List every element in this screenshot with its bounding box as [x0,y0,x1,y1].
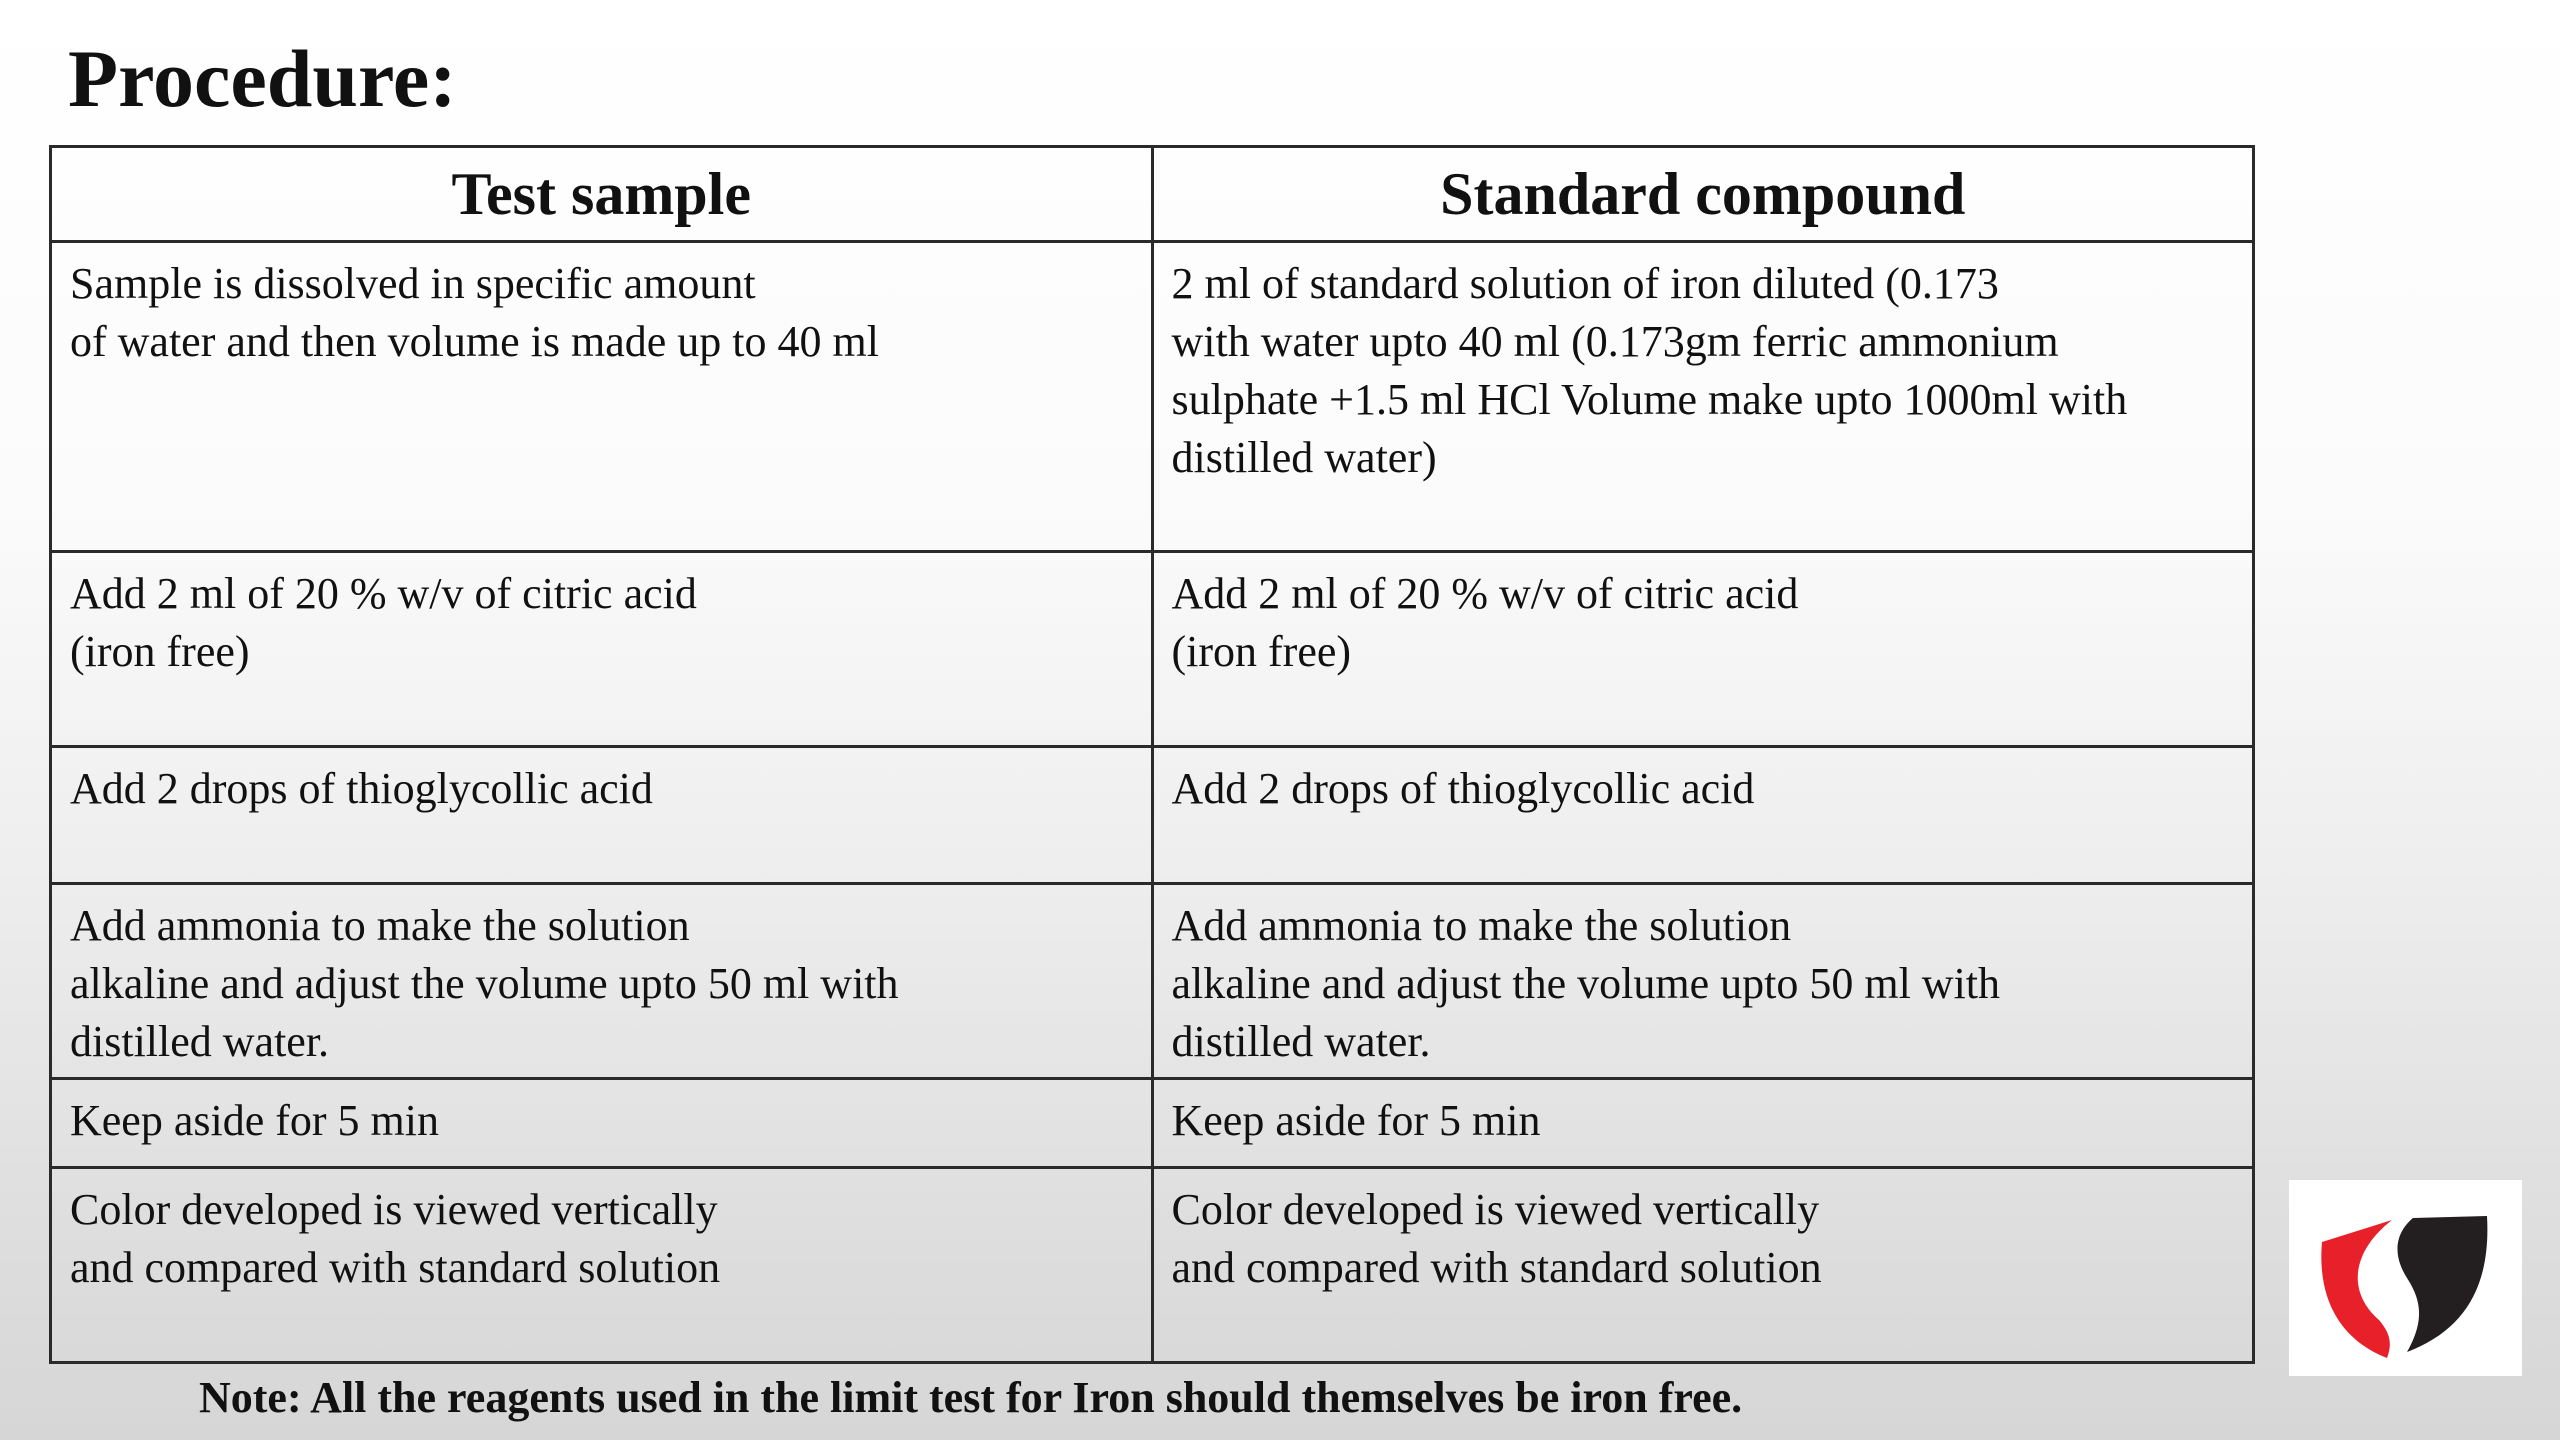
logo-red-half [2321,1220,2392,1358]
logo [2289,1180,2522,1376]
table-header-row [51,147,2254,242]
table-row [51,552,2254,747]
table-row [51,1079,2254,1168]
column-header-test-sample: Test sample [51,147,1153,242]
page-title: Procedure: [68,33,457,124]
table-row [51,1168,2254,1363]
shield-logo-icon [2289,1180,2522,1376]
test-sample-cell: Sample is dissolved in specific amount of water and then volume is made up to 40 ml [51,242,1153,552]
test-sample-cell: Add 2 drops of thioglycollic acid [51,747,1153,884]
standard-compound-cell: Add 2 ml of 20 % w/v of citric acid (iron free) [1152,552,2254,747]
test-sample-cell: Add ammonia to make the solution alkaline and adjust the volume upto 50 ml with distilled water. [51,884,1153,1079]
column-header-standard-compound: Standard compound [1152,147,2254,242]
logo-dark-half [2397,1216,2487,1352]
standard-compound-cell: Add ammonia to make the solution alkaline and adjust the volume upto 50 ml with distilled water. [1152,884,2254,1079]
standard-compound-cell: Color developed is viewed vertically and compared with standard solution [1152,1168,2254,1363]
test-sample-cell: Add 2 ml of 20 % w/v of citric acid (iron free) [51,552,1153,747]
test-sample-cell: Color developed is viewed vertically and compared with standard solution [51,1168,1153,1363]
procedure-table [49,145,2255,1364]
standard-compound-cell: Add 2 drops of thioglycollic acid [1152,747,2254,884]
test-sample-cell: Keep aside for 5 min [51,1079,1153,1168]
table-row [51,884,2254,1079]
standard-compound-cell: 2 ml of standard solution of iron diluted (0.173 with water upto 40 ml (0.173gm ferric ammonium sulphate +1.5 ml HCl Volume make upto 1000ml with distilled water) [1152,242,2254,552]
table-row [51,747,2254,884]
table-row [51,242,2254,552]
standard-compound-cell: Keep aside for 5 min [1152,1079,2254,1168]
footer-note: Note: All the reagents used in the limit test for Iron should themselves be iron free. [199,1373,1743,1422]
